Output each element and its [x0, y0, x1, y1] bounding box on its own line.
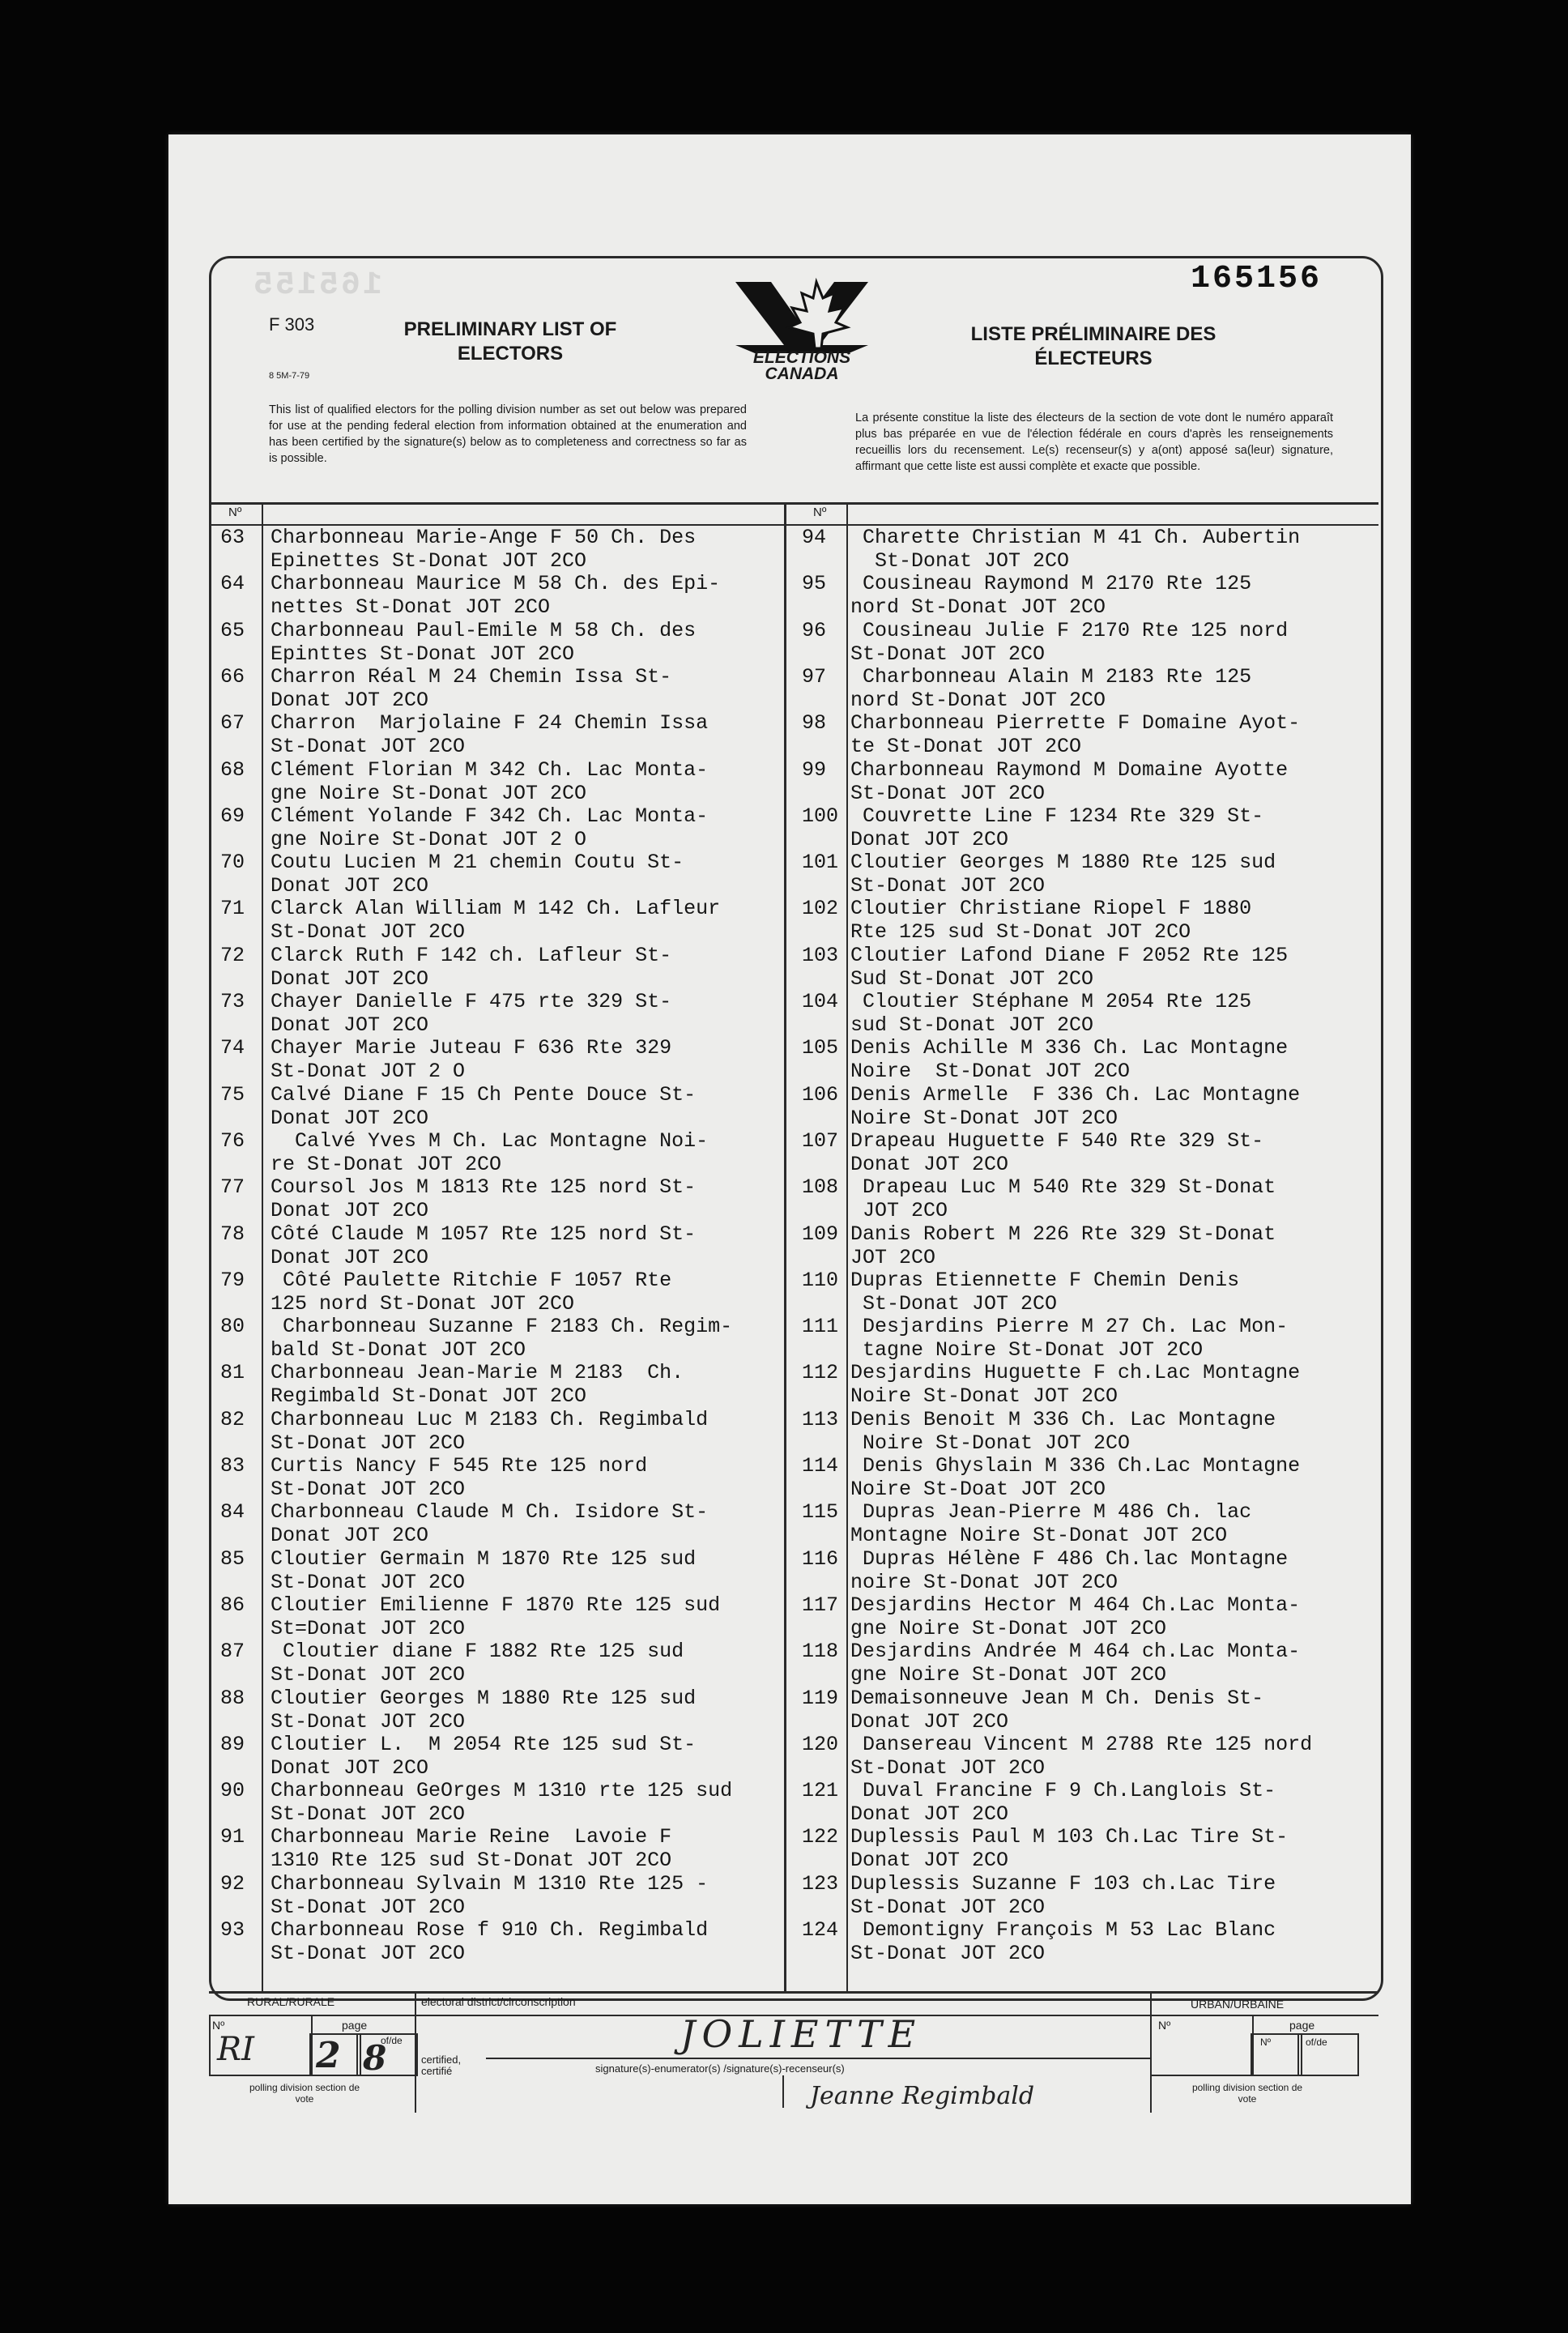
entry-line-2: Donat JOT 2CO — [271, 1755, 429, 1780]
entry-line-1: Dansereau Vincent M 2788 Rte 125 nord — [850, 1732, 1313, 1756]
entry-line-1: Desjardins Andrée M 464 ch.Lac Monta- — [850, 1640, 1301, 1664]
entry-line-2: 1310 Rte 125 sud St-Donat JOT 2CO — [271, 1849, 672, 1873]
entry-line-1: Dupras Hélène F 486 Ch.lac Montagne — [850, 1546, 1289, 1571]
entry-line-1: Duplessis Suzanne F 103 ch.Lac Tire — [850, 1871, 1276, 1896]
entry-number: 105 — [802, 1036, 839, 1060]
entry-line-2: nord St-Donat JOT 2CO — [850, 688, 1106, 712]
urban-no-box — [1150, 2015, 1254, 2076]
entry-number: 68 — [220, 757, 245, 782]
entry-line-1: Dupras Jean-Pierre M 486 Ch. lac — [850, 1500, 1252, 1525]
entry-number: 101 — [802, 851, 839, 875]
entry-line-2: Epinettes St-Donat JOT 2CO — [271, 549, 587, 573]
entry-number: 94 — [802, 526, 827, 549]
entry-number: 117 — [802, 1593, 839, 1617]
entry-line-1: Clément Florian M 342 Ch. Lac Monta- — [271, 757, 709, 782]
entry-line-2: St-Donat JOT 2CO — [271, 1663, 466, 1687]
entry-line-1: Desjardins Hector M 464 Ch.Lac Monta- — [850, 1593, 1301, 1617]
entry-line-1: Charbonneau Raymond M Domaine Ayotte — [850, 757, 1289, 782]
logo-text: ELECTIONS CANADA — [752, 348, 851, 383]
entry-line-1: Cloutier Emilienne F 1870 Rte 125 sud — [271, 1593, 721, 1617]
footer-divider — [209, 1991, 1378, 1994]
entry-line-2: St-Donat JOT 2CO — [271, 1478, 466, 1501]
entry-line-2: Rte 125 sud St-Donat JOT 2CO — [850, 920, 1191, 945]
entry-number: 118 — [802, 1640, 839, 1664]
intro-french: La présente constitue la liste des électeurs de la section de vote dont le numéro apparaît plus bas préparée en vue de l'élection fédérale en cours d'après les renseignements recueillis lors du recensement. Le(s) recenseur(s) y a(ont) apposé sa(leur) signature, affirmant que cette liste est aussi complète et exacte que possible. — [855, 412, 1333, 473]
entry-number: 112 — [802, 1361, 839, 1385]
entry-number: 69 — [220, 804, 245, 828]
entry-number: 92 — [220, 1871, 245, 1896]
entry-line-2: St-Donat JOT 2CO — [850, 549, 1070, 573]
signature-underline — [486, 2058, 1150, 2059]
entry-number: 64 — [220, 572, 245, 596]
entry-line-1: Drapeau Luc M 540 Rte 329 St-Donat — [850, 1175, 1276, 1200]
entry-number: 93 — [220, 1918, 245, 1942]
rural-polling-division-label: polling division section de vote — [249, 2082, 360, 2105]
entry-number: 107 — [802, 1128, 839, 1153]
serial-number-ghost: 165155 — [251, 267, 383, 304]
entry-line-1: Charbonneau Luc M 2183 Ch. Regimbald — [271, 1407, 709, 1431]
entry-line-1: Demontigny François M 53 Lac Blanc — [850, 1918, 1276, 1942]
entry-line-2: Sud St-Donat JOT 2CO — [850, 966, 1094, 991]
entry-number: 96 — [802, 618, 827, 642]
entry-line-1: Cousineau Julie F 2170 Rte 125 nord — [850, 618, 1289, 642]
entry-line-1: Dupras Etiennette F Chemin Denis — [850, 1268, 1240, 1292]
entry-number: 76 — [220, 1128, 245, 1153]
entry-number: 124 — [802, 1918, 839, 1942]
entry-line-2: Donat JOT 2CO — [850, 1802, 1009, 1827]
entry-line-1: Côté Claude M 1057 Rte 125 nord St- — [271, 1222, 697, 1246]
entry-number: 104 — [802, 990, 839, 1013]
entry-line-2: Donat JOT 2CO — [850, 1709, 1009, 1734]
enumerator-signature: Jeanne Regimbald — [810, 2082, 1035, 2110]
entry-number: 88 — [220, 1686, 245, 1710]
entry-number: 74 — [220, 1036, 245, 1060]
urban-of-label: of/de — [1306, 2037, 1327, 2048]
entry-line-2: Noire St-Donat JOT 2CO — [850, 1060, 1131, 1084]
signature-divider — [782, 2075, 784, 2108]
entry-line-2: Donat JOT 2CO — [271, 1013, 429, 1037]
entry-line-1: Cousineau Raymond M 2170 Rte 125 — [850, 572, 1252, 596]
entry-number: 98 — [802, 711, 827, 736]
entry-line-2: Donat JOT 2CO — [271, 688, 429, 712]
entry-number: 67 — [220, 711, 245, 736]
entry-line-2: Donat JOT 2CO — [271, 1199, 429, 1223]
rural-of-value: 8 — [363, 2038, 387, 2078]
form-code-small: 8 5M-7-79 — [269, 371, 310, 381]
entry-number: 86 — [220, 1593, 245, 1617]
entry-line-2: gne Noire St-Donat JOT 2CO — [850, 1663, 1167, 1687]
entry-line-1: Denis Ghyslain M 336 Ch.Lac Montagne — [850, 1454, 1301, 1478]
entry-line-1: Cloutier Germain M 1870 Rte 125 sud — [271, 1546, 697, 1571]
entry-line-1: Charette Christian M 41 Ch. Aubertin — [850, 526, 1301, 549]
entry-number: 114 — [802, 1454, 839, 1478]
entry-line-2: St-Donat JOT 2CO — [271, 1709, 466, 1734]
entry-line-2: Regimbald St-Donat JOT 2CO — [271, 1384, 587, 1409]
entry-line-1: Calvé Yves M Ch. Lac Montagne Noi- — [271, 1128, 709, 1153]
entry-number: 87 — [220, 1640, 245, 1664]
electoral-district-label: electoral district/circonscription — [421, 1995, 576, 2008]
title-english: PRELIMINARY LIST OF ELECTORS — [403, 318, 617, 365]
center-column-line — [784, 502, 786, 1991]
rural-no-label: Nº — [212, 2019, 225, 2032]
entry-line-2: Donat JOT 2CO — [850, 1152, 1009, 1176]
entry-line-1: Demaisonneuve Jean M Ch. Denis St- — [850, 1686, 1264, 1710]
entry-line-1: Charbonneau Alain M 2183 Rte 125 — [850, 664, 1252, 689]
entry-line-1: Charbonneau Marie Reine Lavoie F — [271, 1825, 672, 1849]
entry-number: 102 — [802, 897, 839, 921]
rural-page-label: page — [342, 2019, 368, 2032]
entry-line-1: Cloutier Georges M 1880 Rte 125 sud — [850, 851, 1276, 875]
entry-line-2: sud St-Donat JOT 2CO — [850, 1013, 1094, 1037]
entry-number: 97 — [802, 664, 827, 689]
entry-number: 65 — [220, 618, 245, 642]
entry-line-2: 125 nord St-Donat JOT 2CO — [271, 1291, 575, 1316]
entry-line-1: Denis Armelle F 336 Ch. Lac Montagne — [850, 1082, 1301, 1107]
entry-number: 81 — [220, 1361, 245, 1385]
entry-line-1: Duval Francine F 9 Ch.Langlois St- — [850, 1779, 1276, 1803]
entry-line-1: Chayer Danielle F 475 rte 329 St- — [271, 990, 672, 1013]
entry-number: 120 — [802, 1732, 839, 1756]
entry-line-1: Desjardins Huguette F ch.Lac Montagne — [850, 1361, 1301, 1385]
entry-number: 119 — [802, 1686, 839, 1710]
entry-number: 77 — [220, 1175, 245, 1200]
entry-line-1: Clément Yolande F 342 Ch. Lac Monta- — [271, 804, 709, 828]
entry-number: 70 — [220, 851, 245, 875]
entry-line-1: Charron Marjolaine F 24 Chemin Issa — [271, 711, 709, 736]
entry-line-1: Clarck Ruth F 142 ch. Lafleur St- — [271, 943, 672, 967]
entry-line-1: Charbonneau Suzanne F 2183 Ch. Regim- — [271, 1315, 733, 1339]
serial-number: 165156 — [1191, 261, 1323, 297]
left-number-column-line — [262, 502, 263, 1991]
entry-line-2: St-Donat JOT 2CO — [271, 920, 466, 945]
entry-line-1: Cloutier L. M 2054 Rte 125 sud St- — [271, 1732, 697, 1756]
entry-line-1: Cloutier Stéphane M 2054 Rte 125 — [850, 990, 1252, 1013]
entry-line-2: St-Donat JOT 2CO — [850, 642, 1046, 666]
entry-number: 111 — [802, 1315, 839, 1339]
entry-line-1: Cloutier Christiane Riopel F 1880 — [850, 897, 1252, 921]
entry-line-2: St-Donat JOT 2CO — [271, 1942, 466, 1965]
entry-line-2: gne Noire St-Donat JOT 2CO — [271, 781, 587, 805]
rural-label: RURAL/RURALE — [247, 1995, 335, 2008]
entry-number: 123 — [802, 1871, 839, 1896]
entry-line-2: St-Donat JOT 2CO — [271, 1570, 466, 1594]
entry-line-2: gne Noire St-Donat JOT 2CO — [850, 1616, 1167, 1640]
entry-number: 78 — [220, 1222, 245, 1246]
entry-line-2: Noire St-Donat JOT 2CO — [850, 1431, 1131, 1455]
entry-line-1: Clarck Alan William M 142 Ch. Lafleur — [271, 897, 721, 921]
entry-line-1: Coursol Jos M 1813 Rte 125 nord St- — [271, 1175, 697, 1200]
certified-label: certified, certifié — [421, 2054, 462, 2077]
entry-line-2: Donat JOT 2CO — [271, 1245, 429, 1269]
entry-line-1: Calvé Diane F 15 Ch Pente Douce St- — [271, 1082, 697, 1107]
title-french: LISTE PRÉLIMINAIRE DES ÉLECTEURS — [970, 323, 1216, 369]
entry-line-2: JOT 2CO — [850, 1245, 936, 1269]
signature-label: signature(s)-enumerator(s) /signature(s)-recenseur(s) — [595, 2062, 845, 2075]
entry-line-2: Noire St-Doat JOT 2CO — [850, 1478, 1106, 1501]
entry-line-2: Donat JOT 2CO — [271, 1524, 429, 1548]
right-number-header: Nº — [813, 505, 827, 519]
entry-number: 103 — [802, 943, 839, 967]
entry-number: 82 — [220, 1407, 245, 1431]
entry-number: 83 — [220, 1454, 245, 1478]
rural-page-value: 2 — [316, 2035, 341, 2076]
entry-line-1: Charbonneau Pierrette F Domaine Ayot- — [850, 711, 1301, 736]
entry-line-2: nord St-Donat JOT 2CO — [850, 595, 1106, 620]
rural-no-value: RI — [217, 2031, 254, 2068]
entry-number: 79 — [220, 1268, 245, 1292]
entry-number: 121 — [802, 1779, 839, 1803]
left-number-header: Nº — [228, 505, 242, 519]
entry-line-2: Montagne Noire St-Donat JOT 2CO — [850, 1524, 1228, 1548]
entry-number: 90 — [220, 1779, 245, 1803]
urban-polling-division-label: polling division section de vote — [1191, 2082, 1303, 2105]
entry-number: 99 — [802, 757, 827, 782]
entry-line-2: Noire St-Donat JOT 2CO — [850, 1384, 1118, 1409]
entry-line-1: Couvrette Line F 1234 Rte 329 St- — [850, 804, 1264, 828]
urban-no-label: Nº — [1158, 2019, 1171, 2032]
entry-number: 100 — [802, 804, 839, 828]
entry-line-2: St-Donat JOT 2 O — [271, 1060, 466, 1084]
entry-number: 106 — [802, 1082, 839, 1107]
urban-label: URBAN/URBAINE — [1191, 1998, 1285, 2011]
entry-line-2: Donat JOT 2CO — [271, 966, 429, 991]
entry-line-1: Charbonneau GeOrges M 1310 rte 125 sud — [271, 1779, 733, 1803]
entry-number: 108 — [802, 1175, 839, 1200]
entry-line-2: Donat JOT 2CO — [271, 874, 429, 898]
entry-number: 115 — [802, 1500, 839, 1525]
entry-number: 109 — [802, 1222, 839, 1246]
entry-number: 95 — [802, 572, 827, 596]
entry-number: 116 — [802, 1546, 839, 1571]
header-divider — [209, 502, 1378, 505]
urban-page-box — [1251, 2033, 1302, 2076]
entry-line-1: Denis Achille M 336 Ch. Lac Montagne — [850, 1036, 1289, 1060]
entry-line-1: Charbonneau Jean-Marie M 2183 Ch. — [271, 1361, 684, 1385]
entry-line-1: Duplessis Paul M 103 Ch.Lac Tire St- — [850, 1825, 1289, 1849]
entry-number: 73 — [220, 990, 245, 1013]
entry-line-1: Drapeau Huguette F 540 Rte 329 St- — [850, 1128, 1264, 1153]
entry-number: 75 — [220, 1082, 245, 1107]
form-code: F 303 — [269, 314, 315, 335]
entry-line-2: St-Donat JOT 2CO — [271, 735, 466, 759]
entry-number: 71 — [220, 897, 245, 921]
entry-number: 66 — [220, 664, 245, 689]
entry-number: 110 — [802, 1268, 839, 1292]
entry-number: 72 — [220, 943, 245, 967]
entry-line-2: St-Donat JOT 2CO — [850, 1895, 1046, 1919]
entry-line-1: Charbonneau Sylvain M 1310 Rte 125 - — [271, 1871, 709, 1896]
entry-line-1: Coutu Lucien M 21 chemin Coutu St- — [271, 851, 684, 875]
entry-line-1: Curtis Nancy F 545 Rte 125 nord — [271, 1454, 648, 1478]
entry-line-2: bald St-Donat JOT 2CO — [271, 1338, 526, 1363]
entry-line-1: Charbonneau Maurice M 58 Ch. des Epi- — [271, 572, 721, 596]
entry-line-2: Donat JOT 2CO — [850, 827, 1009, 851]
entry-number: 80 — [220, 1315, 245, 1339]
entry-line-2: St=Donat JOT 2CO — [271, 1616, 466, 1640]
urban-page-no-label: Nº — [1260, 2037, 1272, 2048]
entry-line-2: tagne Noire St-Donat JOT 2CO — [850, 1338, 1204, 1363]
entry-line-2: St-Donat JOT 2CO — [850, 1755, 1046, 1780]
entry-number: 89 — [220, 1732, 245, 1756]
entry-line-1: Danis Robert M 226 Rte 329 St-Donat — [850, 1222, 1276, 1246]
entry-line-1: Charbonneau Paul-Emile M 58 Ch. des — [271, 618, 697, 642]
entry-line-2: Epinttes St-Donat JOT 2CO — [271, 642, 575, 666]
rural-of-label: of/de — [381, 2035, 403, 2046]
entry-number: 84 — [220, 1500, 245, 1525]
entry-line-2: St-Donat JOT 2CO — [850, 874, 1046, 898]
entry-line-1: Charbonneau Claude M Ch. Isidore St- — [271, 1500, 709, 1525]
entry-number: 63 — [220, 526, 245, 549]
entry-line-2: St-Donat JOT 2CO — [271, 1802, 466, 1827]
entry-line-2: Donat JOT 2CO — [271, 1106, 429, 1130]
entry-line-1: Cloutier Georges M 1880 Rte 125 sud — [271, 1686, 697, 1710]
right-number-column-line — [846, 502, 848, 1991]
entry-number: 85 — [220, 1546, 245, 1571]
entry-line-2: St-Donat JOT 2CO — [850, 1942, 1046, 1965]
entry-line-2: re St-Donat JOT 2CO — [271, 1152, 502, 1176]
entry-line-2: Noire St-Donat JOT 2CO — [850, 1106, 1118, 1130]
entry-line-1: Desjardins Pierre M 27 Ch. Lac Mon- — [850, 1315, 1289, 1339]
entry-line-2: St-Donat JOT 2CO — [271, 1895, 466, 1919]
entry-line-2: nettes St-Donat JOT 2CO — [271, 595, 551, 620]
entry-line-1: Cloutier diane F 1882 Rte 125 sud — [271, 1640, 684, 1664]
entry-line-1: Charbonneau Rose f 910 Ch. Regimbald — [271, 1918, 709, 1942]
entry-line-2: JOT 2CO — [850, 1199, 948, 1223]
entry-line-1: Côté Paulette Ritchie F 1057 Rte — [271, 1268, 672, 1292]
entry-line-1: Charron Réal M 24 Chemin Issa St- — [271, 664, 672, 689]
entry-line-1: Chayer Marie Juteau F 636 Rte 329 — [271, 1036, 672, 1060]
intro-english: This list of qualified electors for the polling division number as set out below was prepared for use at the pending federal election from information obtained at the enumeration and has been certified by the signature(s) below as to completeness and correctness so far as is possible. — [269, 403, 747, 465]
entry-number: 91 — [220, 1825, 245, 1849]
entry-line-2: gne Noire St-Donat JOT 2 O — [271, 827, 587, 851]
entry-number: 122 — [802, 1825, 839, 1849]
electoral-district-value: JOLIETTE — [680, 2012, 922, 2056]
urban-page-label: page — [1289, 2019, 1315, 2032]
entry-line-2: St-Donat JOT 2CO — [271, 1431, 466, 1455]
entry-line-2: te St-Donat JOT 2CO — [850, 735, 1082, 759]
entry-line-2: Donat JOT 2CO — [850, 1849, 1009, 1873]
entry-line-2: noire St-Donat JOT 2CO — [850, 1570, 1118, 1594]
entry-line-1: Charbonneau Marie-Ange F 50 Ch. Des — [271, 526, 697, 549]
entry-line-1: Cloutier Lafond Diane F 2052 Rte 125 — [850, 943, 1289, 967]
entry-line-1: Denis Benoit M 336 Ch. Lac Montagne — [850, 1407, 1276, 1431]
entry-number: 113 — [802, 1407, 839, 1431]
entry-line-2: St-Donat JOT 2CO — [850, 781, 1046, 805]
entry-line-2: St-Donat JOT 2CO — [850, 1291, 1058, 1316]
